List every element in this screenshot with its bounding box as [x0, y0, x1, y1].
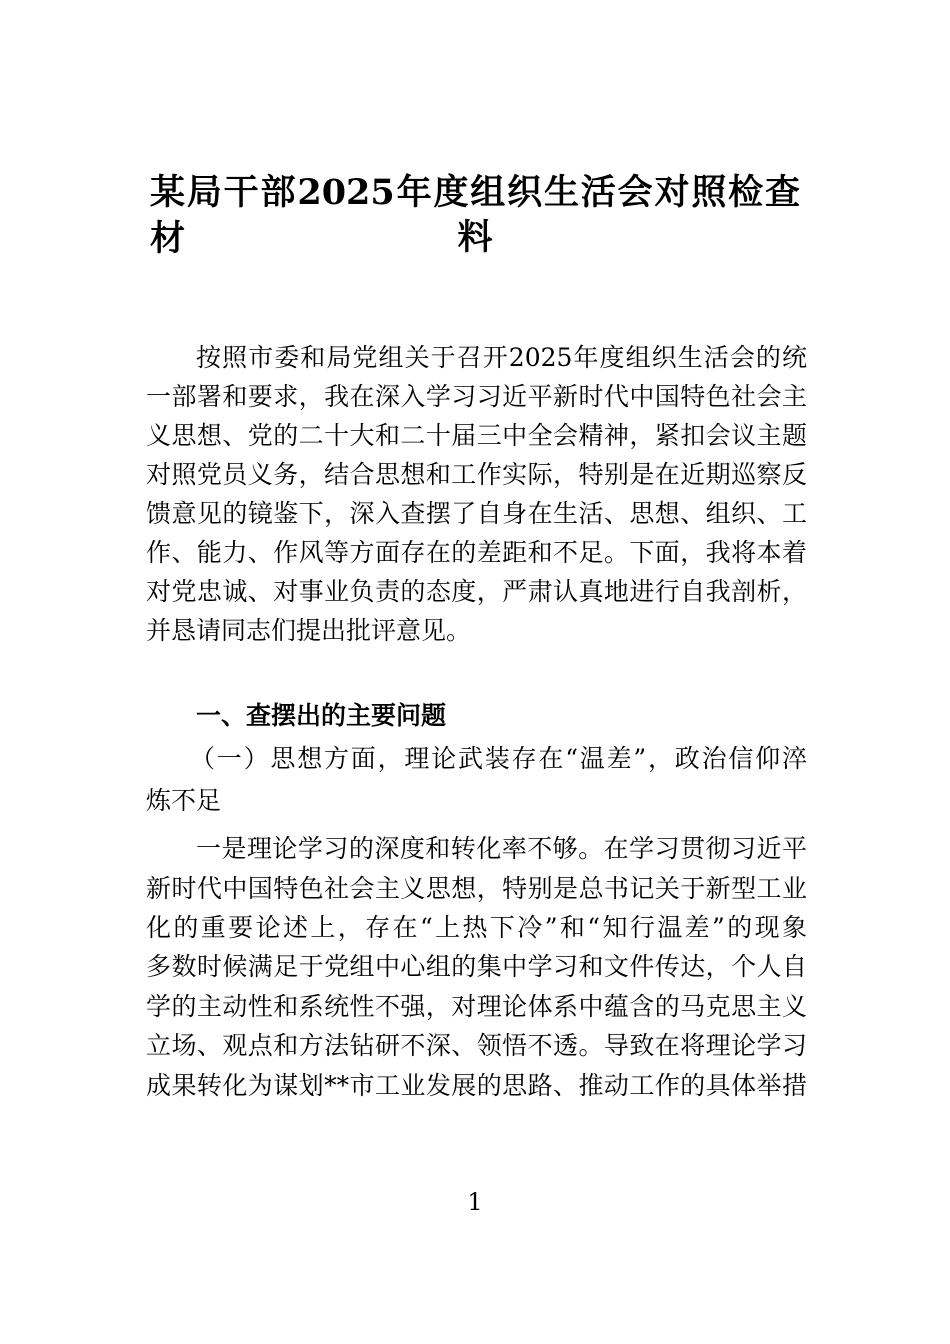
body-line: 立场、观点和方法钻研不深、领悟不透。导致在将理论学习: [146, 1031, 807, 1060]
intro-line: 义思想、党的二十大和二十届三中全会精神，紧扣会议主题: [146, 421, 807, 450]
intro-line: 作、能力、作风等方面存在的差距和不足。下面，我将本着: [146, 538, 807, 567]
body-line: 学的主动性和系统性不强，对理论体系中蕴含的马克思主义: [146, 992, 807, 1021]
page-number: 1: [467, 1188, 483, 1216]
subsection-heading-line: （一）思想方面，理论武装存在“温差”，政治信仰淬: [190, 744, 807, 773]
body-line: 一是理论学习的深度和转化率不够。在学习贯彻习近平: [196, 834, 807, 863]
document-title-line-2: 料: [457, 217, 493, 258]
intro-line: 一部署和要求，我在深入学习习近平新时代中国特色社会主: [146, 382, 807, 411]
section-heading: 一、查摆出的主要问题: [196, 701, 447, 730]
body-line: 多数时候满足于党组中心组的集中学习和文件传达，个人自: [146, 952, 807, 981]
intro-line: 馈意见的镜鉴下，深入查摆了自身在生活、思想、组织、工: [146, 499, 807, 528]
intro-line: 按照市委和局党组关于召开2025年度组织生活会的统: [196, 343, 807, 372]
body-line: 化的重要论述上，存在“上热下冷”和“知行温差”的现象: [146, 913, 808, 942]
intro-line: 对照党员义务，结合思想和工作实际，特别是在近期巡察反: [146, 460, 807, 489]
intro-line: 对党忠诚、对事业负责的态度，严肃认真地进行自我剖析，: [146, 577, 807, 606]
intro-line: 并恳请同志们提出批评意见。: [146, 616, 472, 645]
subsection-heading-line: 炼不足: [146, 786, 222, 815]
document-title-line-1: 某局干部2025年度组织生活会对照检查材: [150, 172, 800, 259]
body-line: 新时代中国特色社会主义思想，特别是总书记关于新型工业: [146, 874, 807, 903]
body-line: 成果转化为谋划**市工业发展的思路、推动工作的具体举措: [146, 1071, 807, 1100]
